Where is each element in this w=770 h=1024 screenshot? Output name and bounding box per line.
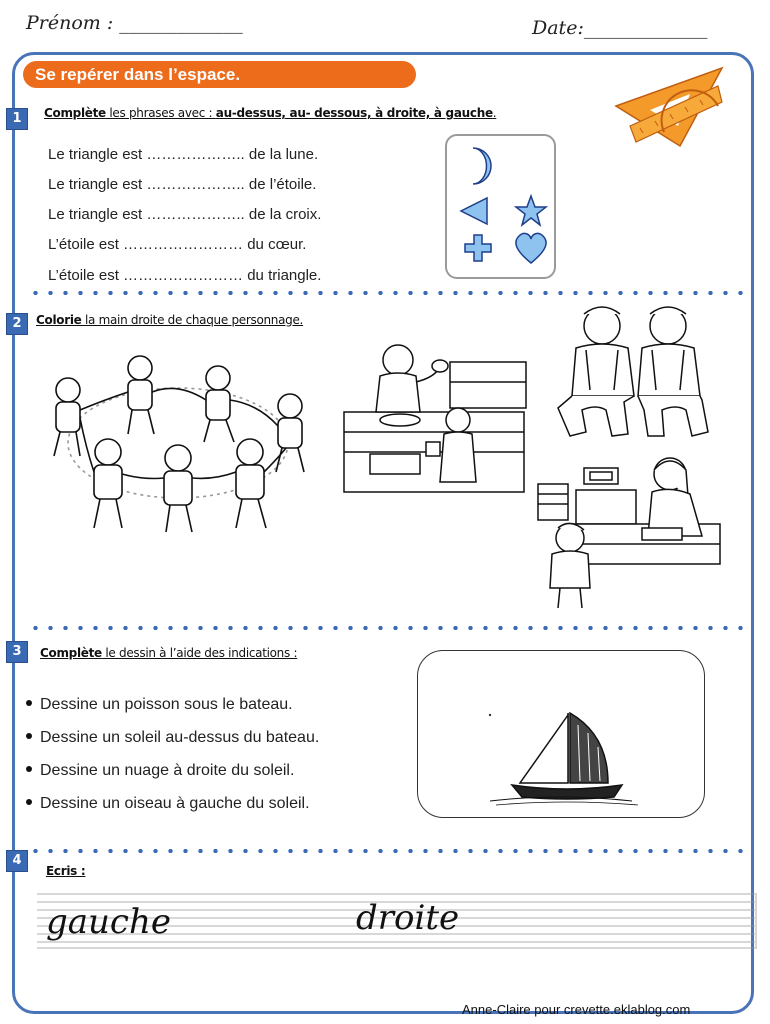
section-number-3: 3 — [6, 641, 28, 663]
date-label: Date:_____________ — [532, 17, 708, 39]
triangle-icon — [461, 198, 487, 224]
sentence-2: Le triangle est ……………….. de l’étoile. — [48, 176, 317, 193]
drawing-area[interactable] — [417, 650, 705, 818]
section-2-instruction: Colorie la main droite de chaque personnage. — [36, 313, 304, 327]
section-number-1: 1 — [6, 108, 28, 130]
shop-cashier-illustration — [530, 450, 725, 610]
section-number-4: 4 — [6, 850, 28, 872]
cursive-word-droite: droite — [356, 898, 460, 938]
shapes-panel — [445, 134, 556, 279]
instruction-item-1: Dessine un poisson sous le bateau. — [26, 696, 293, 714]
sentence-1: Le triangle est ……………….. de la lune. — [48, 146, 319, 163]
sentence-4: L’étoile est …………………… du cœur. — [48, 236, 307, 253]
children-circle-illustration — [38, 348, 318, 538]
moon-icon — [473, 148, 491, 184]
cross-icon — [465, 235, 491, 261]
canteen-illustration — [340, 342, 530, 497]
instruction-item-3: Dessine un nuage à droite du soleil. — [26, 762, 294, 780]
set-square-protractor-icon — [610, 66, 728, 150]
worksheet-title: Se repérer dans l’espace. — [23, 61, 416, 88]
sentence-5: L’étoile est …………………… du triangle. — [48, 267, 322, 284]
section-number-2: 2 — [6, 313, 28, 335]
instruction-item-2: Dessine un soleil au-dessus du bateau. — [26, 729, 319, 747]
section-divider-1 — [28, 291, 748, 295]
section-divider-3 — [28, 849, 748, 853]
twins-illustration — [552, 300, 717, 448]
date-line[interactable]: _____________ — [583, 17, 708, 39]
star-icon — [516, 196, 546, 225]
sailboat-illustration — [418, 651, 702, 815]
section-divider-2 — [28, 626, 748, 630]
section-4-instruction: Ecris : — [46, 864, 86, 878]
footer-credit: Anne-Claire pour crevette.eklablog.com — [462, 1002, 691, 1017]
prenom-label: Prénom : _____________ — [26, 12, 243, 34]
heart-icon — [516, 233, 546, 263]
prenom-line[interactable]: _____________ — [119, 12, 243, 34]
section-3-instruction: Complète le dessin à l’aide des indications : — [40, 646, 298, 660]
section-1-instruction: Complète les phrases avec : au-dessus, au- dessous, à droite, à gauche. — [44, 106, 497, 120]
instruction-item-4: Dessine un oiseau à gauche du soleil. — [26, 795, 310, 813]
sentence-3: Le triangle est ……………….. de la croix. — [48, 206, 322, 223]
cursive-word-gauche: gauche — [46, 902, 171, 942]
